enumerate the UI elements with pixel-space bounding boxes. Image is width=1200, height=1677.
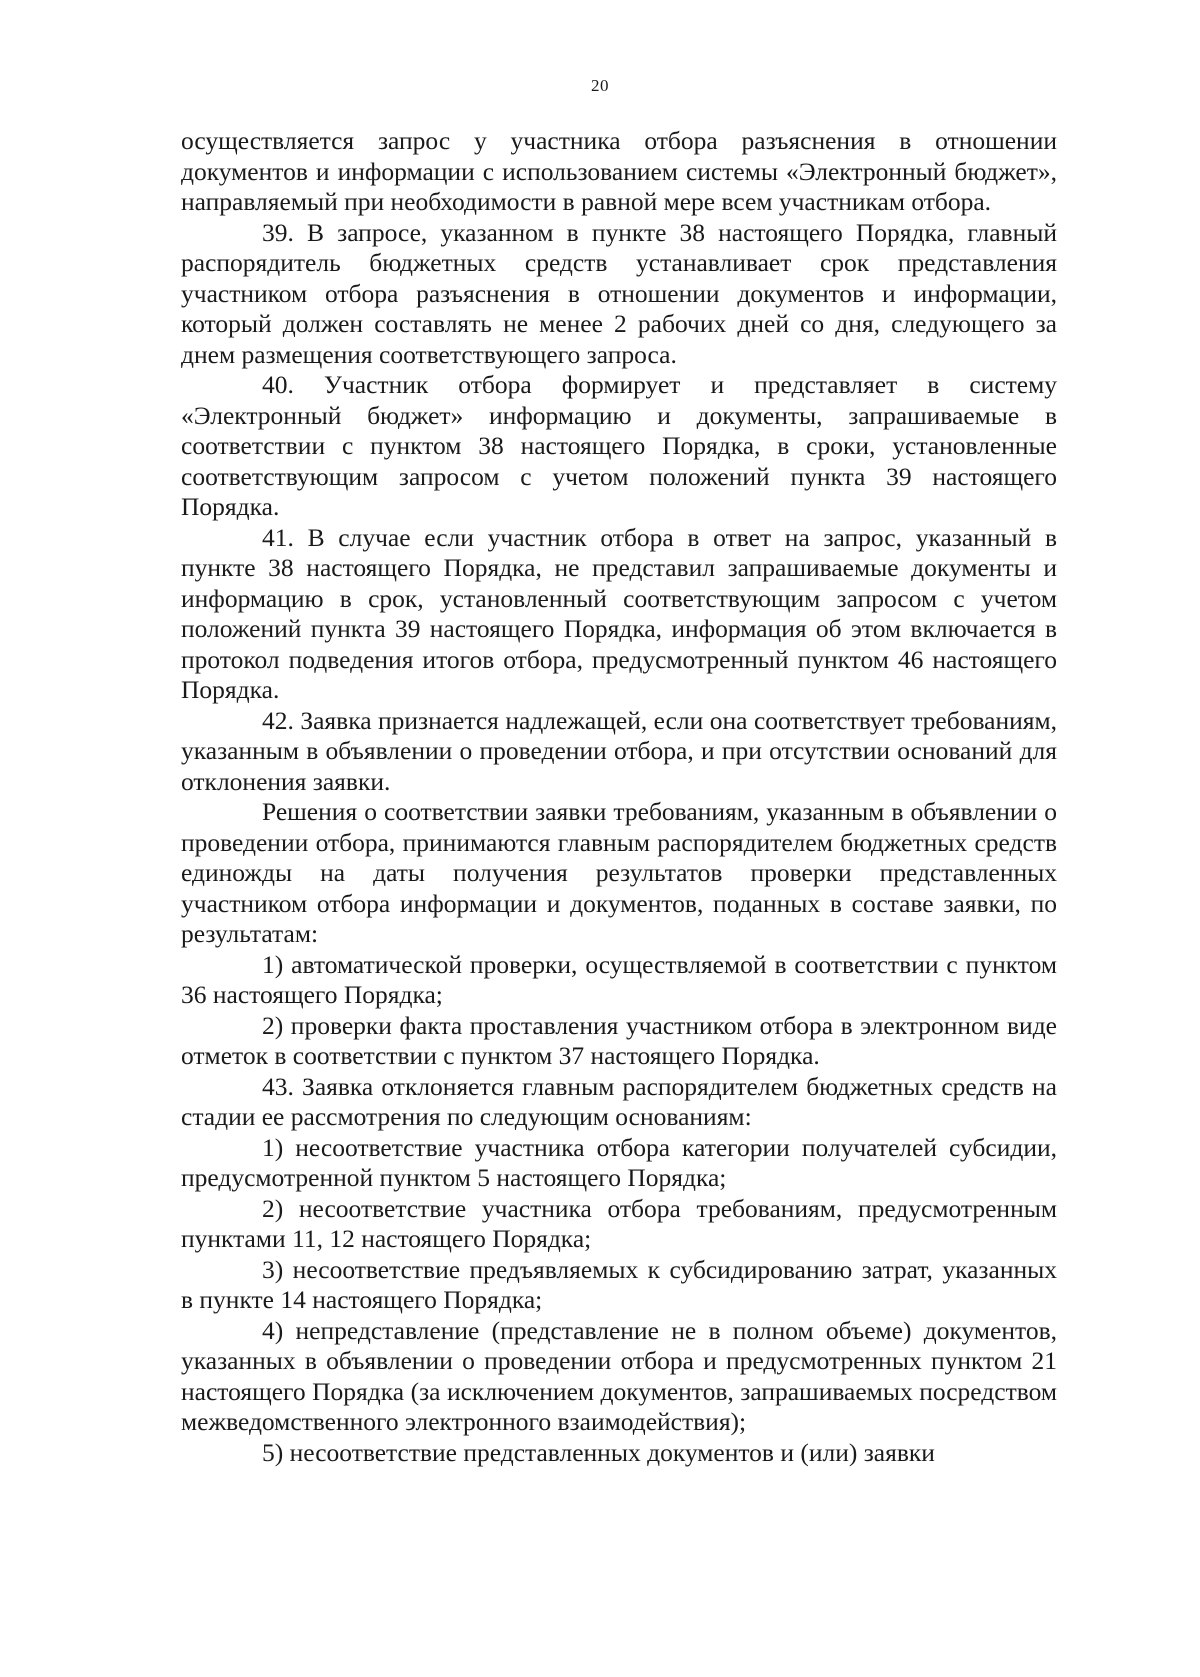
paragraph-continuation: осуществляется запрос у участника отбора разъяснения в отношении документов и информации с использованием системы «Электронный бюджет», направляемый при необходимости в равной мере всем участникам отбора.: [181, 126, 1057, 216]
list-item-43-1: 1) несоответствие участника отбора категории получателей субсидии, предусмотренной пунктом 5 настоящего Порядка;: [181, 1132, 1057, 1192]
paragraph-40: 40. Участник отбора формирует и представляет в систему «Электронный бюджет» информацию и документы, запрашиваемые в соответствии с пунктом 38 настоящего Порядка, в сроки, установленные соответствующим запросом с учетом положений пункта 39 настоящего Порядка.: [181, 370, 1057, 521]
paragraph-43: 43. Заявка отклоняется главным распорядителем бюджетных средств на стадии ее рассмотрения по следующим основаниям:: [181, 1071, 1057, 1131]
document-body: [181, 126, 1057, 1468]
paragraph-42-decisions: Решения о соответствии заявки требованиям, указанным в объявлении о проведении отбора, принимаются главным распорядителем бюджетных средств единожды на даты получения результатов проверки представленных участником отбора информации и документов, поданных в составе заявки, по результатам:: [181, 797, 1057, 948]
list-item-43-3: 3) несоответствие предъявляемых к субсидированию затрат, указанных в пункте 14 настоящего Порядка;: [181, 1254, 1057, 1314]
list-item-43-2: 2) несоответствие участника отбора требованиям, предусмотренным пунктами 11, 12 настоящего Порядка;: [181, 1193, 1057, 1253]
list-item-42-1: 1) автоматической проверки, осуществляемой в соответствии с пунктом 36 настоящего Порядка;: [181, 949, 1057, 1009]
page-number: 20: [591, 76, 609, 95]
paragraph-42: 42. Заявка признается надлежащей, если она соответствует требованиям, указанным в объявлении о проведении отбора, и при отсутствии оснований для отклонения заявки.: [181, 705, 1057, 796]
paragraph-39: 39. В запросе, указанном в пункте 38 настоящего Порядка, главный распорядитель бюджетных средств устанавливает срок представления участником отбора разъяснения в отношении документов и информации, который должен составлять не менее 2 рабочих дней со дня, следующего за днем размещения соответствующего запроса.: [181, 217, 1057, 369]
list-item-42-2: 2) проверки факта проставления участником отбора в электронном виде отметок в соответствии с пунктом 37 настоящего Порядка.: [181, 1010, 1057, 1070]
list-item-43-4: 4) непредставление (представление не в полном объеме) документов, указанных в объявлении о проведении отбора и предусмотренных пунктом 21 настоящего Порядка (за исключением документов, запрашиваемых посредством межведомственного электронного взаимодействия);: [181, 1315, 1057, 1436]
paragraph-41: 41. В случае если участник отбора в ответ на запрос, указанный в пункте 38 настоящего Порядка, не представил запрашиваемые документы и информацию в срок, установленный соответствующим запросом с учетом положений пункта 39 настоящего Порядка, информация об этом включается в протокол подведения итогов отбора, предусмотренный пунктом 46 настоящего Порядка.: [181, 522, 1057, 704]
list-item-43-5: 5) несоответствие представленных документов и (или) заявки: [262, 1437, 935, 1467]
